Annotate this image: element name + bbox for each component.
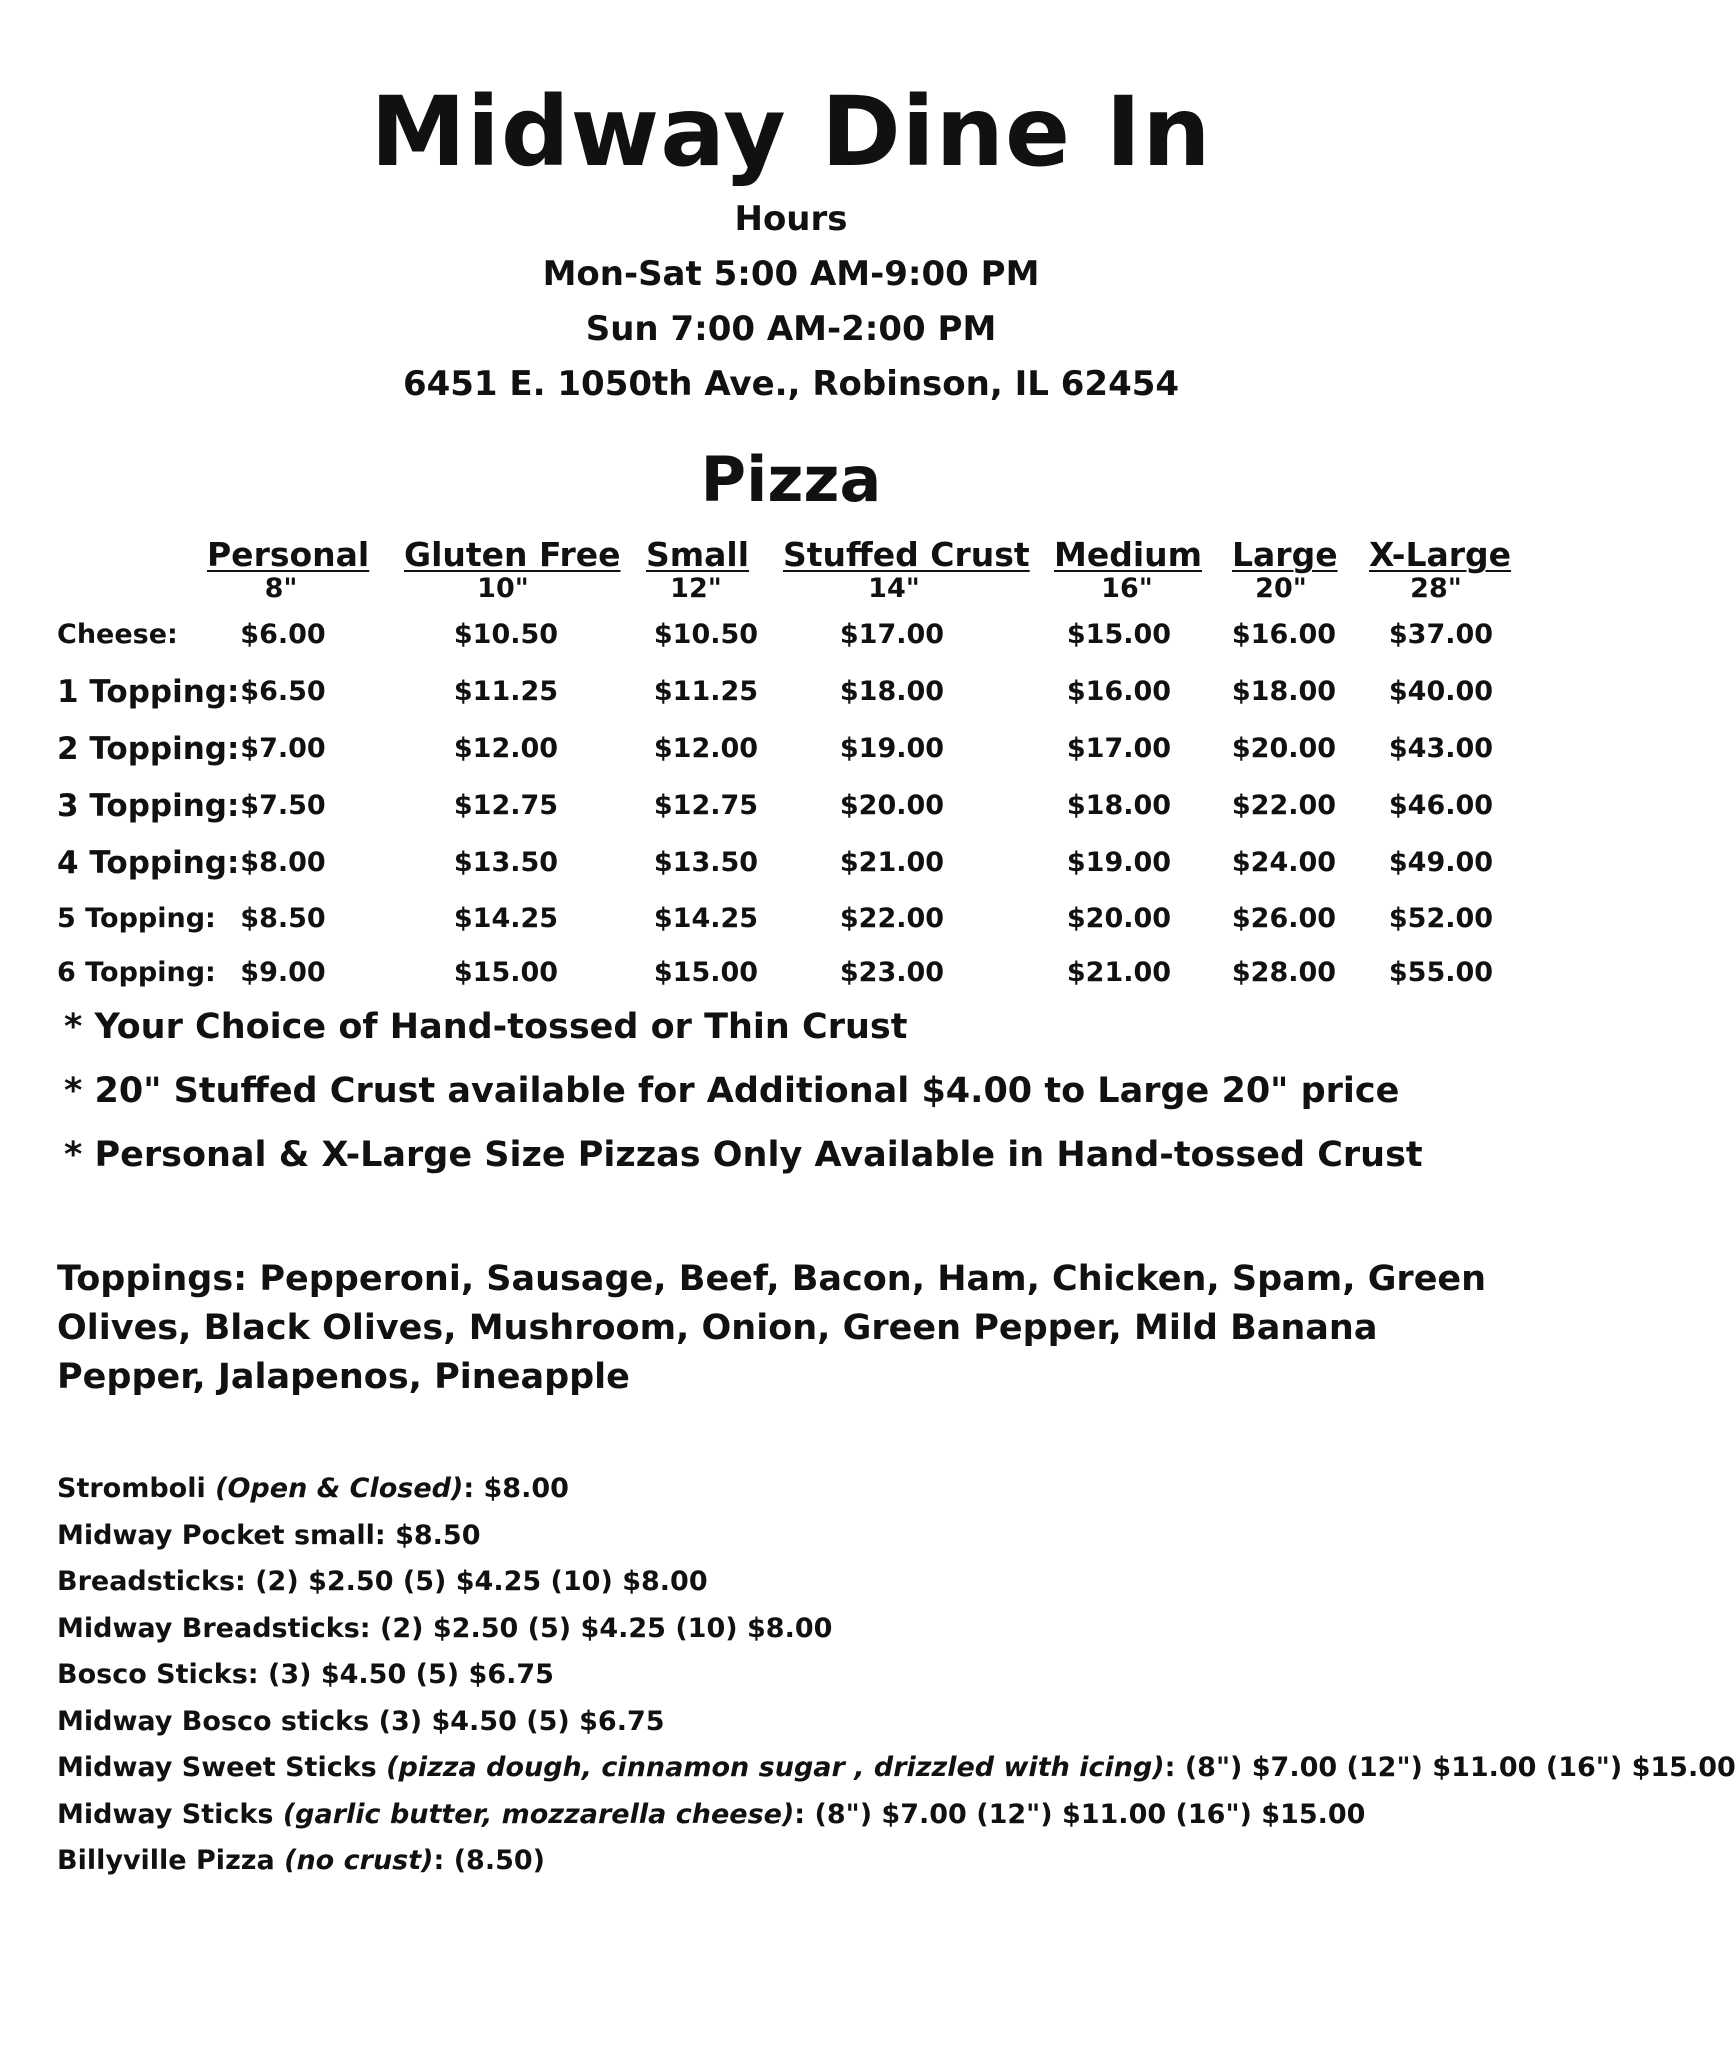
column-header-large	[1232, 535, 1338, 604]
column-name: X-Large	[1369, 535, 1512, 574]
extra-item-price: : (8") $7.00 (12") $11.00 (16") $15.00	[1164, 1752, 1736, 1783]
column-size: 28"	[1410, 573, 1462, 604]
extra-item-price: : (8") $7.00 (12") $11.00 (16") $15.00	[794, 1798, 1366, 1830]
row-label: 6 Topping:	[57, 957, 216, 988]
column-size: 16"	[1101, 573, 1153, 604]
extra-item-description: (garlic butter, mozzarella cheese)	[282, 1798, 795, 1830]
price-cell-medium: $15.00	[1066, 619, 1172, 650]
column-name: Large	[1232, 535, 1338, 574]
column-name: Personal	[207, 535, 370, 574]
price-cell-large: $20.00	[1231, 733, 1337, 764]
toppings-list: Toppings: Pepperoni, Sausage, Beef, Bacon, Ham, Chicken, Spam, Green Olives, Black Olives, Mushroom, Onion, Green Pepper, Mild Banana Pepper, Jalapenos, Pineapple	[57, 1259, 1487, 1397]
extra-item-name: Midway Breadsticks: (2) $2.50 (5) $4.25 (10) $8.00	[57, 1612, 833, 1644]
column-header-personal	[207, 535, 370, 604]
price-cell-x-large: $52.00	[1388, 903, 1494, 934]
price-cell-personal: $6.00	[240, 619, 326, 650]
row-label: 3 Topping:	[57, 788, 240, 824]
price-cell-gluten-free: $14.25	[453, 903, 559, 934]
price-cell-personal: $8.50	[240, 903, 326, 934]
price-cell-medium: $16.00	[1066, 676, 1172, 707]
column-name: Gluten Free	[404, 535, 621, 574]
extra-item-name: Midway Sticks	[57, 1798, 283, 1830]
price-cell-medium: $18.00	[1066, 790, 1172, 821]
column-size: 14"	[868, 573, 920, 604]
extra-item-name: Breadsticks: (2) $2.50 (5) $4.25 (10) $8.00	[57, 1566, 708, 1597]
extra-item	[57, 1699, 1527, 1746]
price-cell-gluten-free: $12.75	[453, 790, 559, 821]
extra-item	[57, 1652, 1527, 1699]
price-cell-small: $12.00	[653, 733, 759, 764]
column-header-gluten-free	[404, 535, 621, 604]
column-name: Small	[646, 535, 750, 574]
price-cell-stuffed-crust: $18.00	[839, 676, 945, 707]
extra-item	[57, 1606, 1527, 1653]
price-cell-small: $11.25	[653, 676, 759, 707]
extra-item-name: Midway Pocket small: $8.50	[57, 1519, 481, 1551]
price-cell-small: $15.00	[653, 957, 759, 988]
extra-item-price: : (8.50)	[433, 1845, 545, 1876]
row-label: 2 Topping:	[57, 731, 240, 767]
price-cell-stuffed-crust: $21.00	[839, 847, 945, 878]
price-cell-gluten-free: $10.50	[453, 619, 559, 650]
column-name: Medium	[1054, 535, 1203, 574]
address: 6451 E. 1050th Ave., Robinson, IL 62454	[402, 364, 1180, 404]
price-cell-personal: $6.50	[240, 676, 326, 707]
price-cell-gluten-free: $13.50	[453, 847, 559, 878]
hours-block	[0, 192, 1582, 412]
price-cell-medium: $17.00	[1066, 733, 1172, 764]
pizza-section-title: Pizza	[700, 443, 882, 516]
price-cell-large: $24.00	[1231, 847, 1337, 878]
price-cell-stuffed-crust: $22.00	[839, 903, 945, 934]
price-cell-large: $28.00	[1231, 957, 1337, 988]
column-size: 12"	[670, 573, 722, 604]
price-cell-gluten-free: $11.25	[453, 676, 559, 707]
extra-item	[57, 1466, 1527, 1513]
extra-item-name: Stromboli	[57, 1473, 216, 1504]
hours-weekday: Mon-Sat 5:00 AM-9:00 PM	[542, 254, 1040, 294]
extra-item-name: Midway Bosco sticks (3) $4.50 (5) $6.75	[57, 1705, 665, 1737]
row-label: 5 Topping:	[57, 903, 216, 934]
crust-choice-note: * Your Choice of Hand-tossed or Thin Crust	[64, 1007, 908, 1047]
price-cell-x-large: $40.00	[1388, 676, 1494, 707]
column-header-medium	[1054, 535, 1203, 604]
extra-item-name: Billyville Pizza	[57, 1845, 285, 1876]
price-cell-gluten-free: $15.00	[453, 957, 559, 988]
stuffed-crust-note: * 20" Stuffed Crust available for Additional $4.00 to Large 20" price	[64, 1071, 1400, 1111]
price-cell-large: $22.00	[1231, 790, 1337, 821]
hand-tossed-only-note: * Personal & X-Large Size Pizzas Only Available in Hand-tossed Crust	[64, 1135, 1423, 1175]
price-cell-medium: $19.00	[1066, 847, 1172, 878]
extra-item	[57, 1838, 1527, 1885]
price-cell-x-large: $46.00	[1388, 790, 1494, 821]
row-label: Cheese:	[57, 619, 178, 650]
price-cell-stuffed-crust: $23.00	[839, 957, 945, 988]
price-cell-small: $10.50	[653, 619, 759, 650]
row-label: 4 Topping:	[57, 845, 240, 881]
price-cell-stuffed-crust: $19.00	[839, 733, 945, 764]
hours-label: Hours	[734, 199, 848, 239]
extra-item	[57, 1792, 1527, 1839]
price-cell-personal: $8.00	[240, 847, 326, 878]
price-cell-x-large: $37.00	[1388, 619, 1494, 650]
extras-list	[57, 1466, 1736, 1885]
price-cell-personal: $7.50	[240, 790, 326, 821]
price-cell-large: $16.00	[1231, 619, 1337, 650]
extra-item-description: (no crust)	[284, 1845, 434, 1876]
extra-item	[57, 1745, 1736, 1792]
extra-item	[57, 1513, 1527, 1560]
price-cell-medium: $20.00	[1066, 903, 1172, 934]
column-header-small	[646, 535, 750, 604]
price-cell-x-large: $49.00	[1388, 847, 1494, 878]
hours-sunday: Sun 7:00 AM-2:00 PM	[585, 309, 997, 349]
price-cell-x-large: $55.00	[1388, 957, 1494, 988]
price-cell-small: $13.50	[653, 847, 759, 878]
price-cell-personal: $9.00	[240, 957, 326, 988]
extra-item	[57, 1559, 1527, 1606]
column-header-stuffed-crust	[783, 535, 1030, 604]
price-cell-stuffed-crust: $20.00	[839, 790, 945, 821]
price-cell-personal: $7.00	[240, 733, 326, 764]
price-cell-gluten-free: $12.00	[453, 733, 559, 764]
price-cell-x-large: $43.00	[1388, 733, 1494, 764]
price-cell-stuffed-crust: $17.00	[839, 619, 945, 650]
page-title: Midway Dine In	[370, 76, 1212, 188]
price-cell-large: $26.00	[1231, 903, 1337, 934]
column-size: 20"	[1255, 573, 1307, 604]
price-cell-small: $14.25	[653, 903, 759, 934]
price-cell-large: $18.00	[1231, 676, 1337, 707]
row-label: 1 Topping:	[57, 674, 240, 710]
extra-item-name: Midway Sweet Sticks	[57, 1752, 387, 1783]
extra-item-price: : $8.00	[463, 1473, 569, 1504]
column-header-x-large	[1369, 535, 1512, 604]
extra-item-name: Bosco Sticks: (3) $4.50 (5) $6.75	[57, 1659, 554, 1690]
column-size: 8"	[264, 573, 298, 604]
column-size: 10"	[477, 573, 529, 604]
price-cell-small: $12.75	[653, 790, 759, 821]
extra-item-description: (Open & Closed)	[215, 1473, 464, 1504]
extra-item-description: (pizza dough, cinnamon sugar , drizzled with icing)	[386, 1752, 1165, 1783]
price-cell-medium: $21.00	[1066, 957, 1172, 988]
column-name: Stuffed Crust	[783, 535, 1030, 574]
